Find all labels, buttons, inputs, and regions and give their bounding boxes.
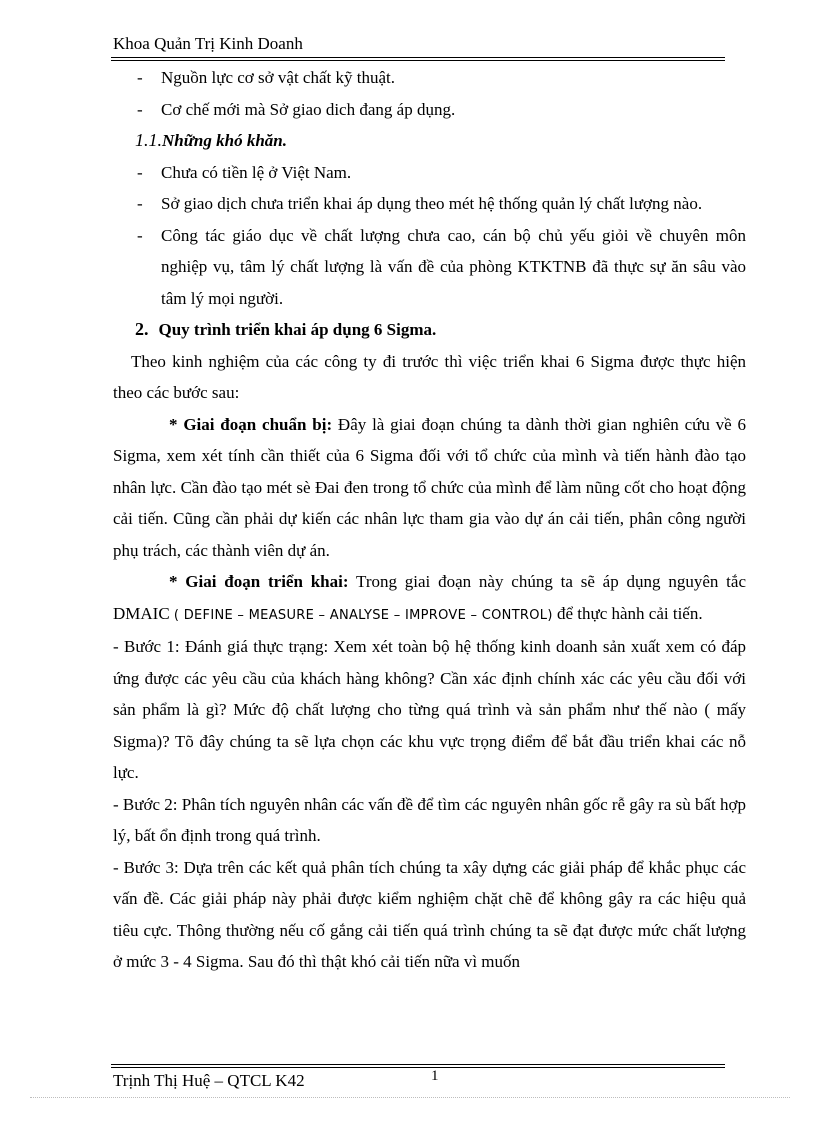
section-title: Những khó khăn.	[162, 131, 287, 150]
page-bottom-border	[30, 1097, 790, 1098]
bullet-item	[113, 157, 746, 189]
header-rule	[111, 57, 725, 61]
bullet-dash: -	[137, 194, 143, 213]
bullet-dash: -	[137, 162, 143, 182]
step-paragraph: - Bước 1: Đánh giá thực trạng: Xem xét toàn bộ hệ thống kinh doanh sản xuất xem có đáp ứng được các yêu cầu của khách hàng không? Cần xác định chính xác các yêu cầu đối với sản phẩm là gì? Mức độ chất lượng cho từng quá trình và sản phẩm như thế nào ( mấy Sigma)? Tõ đây chúng ta sẽ lựa chọn các khu vực trọng điểm để bắt đầu triển khai các nỗ lực.	[113, 637, 746, 782]
bullet-item	[113, 188, 746, 220]
prep-text: Đây là giai đoạn chúng ta dành thời gian nghiên cứu về 6 Sigma, xem xét tính cần thiết của 6 Sigma đối với tổ chức của mình và tiến hành đào tạo nhân lực. Cần đào tạo mét sè Đai đen trong tổ chức của mình để làm nũng cốt cho hoạt động cải tiến. Cũng cần phải dự kiến các nhân lực tham gia vào dự án cải tiến, phân công người phụ trách, các thành viên dự án.	[113, 414, 747, 560]
section-heading-1-1	[113, 125, 746, 157]
bullet-text: Nguồn lực cơ sở vật chất kỹ thuật.	[161, 68, 395, 87]
deploy-text: Trong giai đoạn này chúng ta sẽ áp dụng nguyên tắc DMAIC	[113, 572, 746, 623]
step-paragraph: - Bước 2: Phân tích nguyên nhân các vấn đề để tìm các nguyên nhân gốc rễ gây ra sù bất hợp lý, bất ổn định trong quá trình.	[113, 794, 746, 845]
deploy-text-end: để thực hành cải tiến.	[552, 603, 703, 623]
prep-label: * Giai đoạn chuẩn bị:	[169, 414, 333, 434]
bullet-dash: -	[137, 68, 143, 87]
page-header: Khoa Quản Trị Kinh Doanh	[113, 34, 303, 53]
step-paragraph: - Bước 3: Dựa trên các kết quả phân tích chúng ta xây dựng các giải pháp để khắc phục các vấn đề. Các giải pháp này phải được kiểm nghiệm chặt chẽ để không gây ra các hiệu quả tiêu cực. Thông thường nếu cố gắng cải tiến quá trình chúng ta sẽ đạt được mức chất lượng ở mức 3 - 4 Sigma. Sau đó thì thật khó cải tiến nữa vì muốn	[113, 857, 746, 971]
bullet-item	[113, 220, 746, 315]
bullet-item	[113, 62, 746, 94]
document-body	[113, 62, 746, 978]
footer-author: Trịnh Thị Huệ – QTCL K42	[113, 1071, 305, 1090]
section-heading-2	[113, 314, 746, 346]
bullet-item	[113, 94, 746, 126]
bullet-dash: -	[137, 99, 143, 119]
bullet-text: Chưa có tiền lệ ở Việt Nam.	[161, 162, 352, 182]
intro-paragraph: Theo kinh nghiệm của các công ty đi trước thì việc triển khai 6 Sigma được thực hiện theo các bước sau:	[113, 351, 746, 402]
page-number: 1	[431, 1068, 439, 1084]
bullet-text: Sở giao dịch chưa triển khai áp dụng theo mét hệ thống quản lý chất lượng nào.	[161, 194, 703, 213]
deploy-paragraph	[113, 566, 746, 631]
deploy-label: * Giai đoạn triển khai:	[169, 572, 349, 591]
bullet-text: Cơ chế mới mà Sở giao dich đang áp dụng.	[161, 99, 456, 119]
section-number: 1.1.	[135, 130, 162, 150]
bullet-text: Công tác giáo dục về chất lượng chưa cao, cán bộ chủ yếu giỏi về chuyên môn nghiệp vụ, tâm lý chất lượng là vấn đề của phòng KTKTNB đã thực sự ăn sâu vào tâm lý mọi người.	[161, 225, 746, 308]
section-number: 2.	[135, 319, 149, 339]
section-title: Quy trình triển khai áp dụng 6 Sigma.	[158, 320, 437, 339]
prep-paragraph	[113, 409, 746, 567]
footer-rule	[111, 1064, 725, 1068]
bullet-dash: -	[137, 225, 143, 245]
dmaic-text: ( DEFINE – MEASURE – ANALYSE – IMPROVE – CONTROL)	[173, 607, 553, 623]
